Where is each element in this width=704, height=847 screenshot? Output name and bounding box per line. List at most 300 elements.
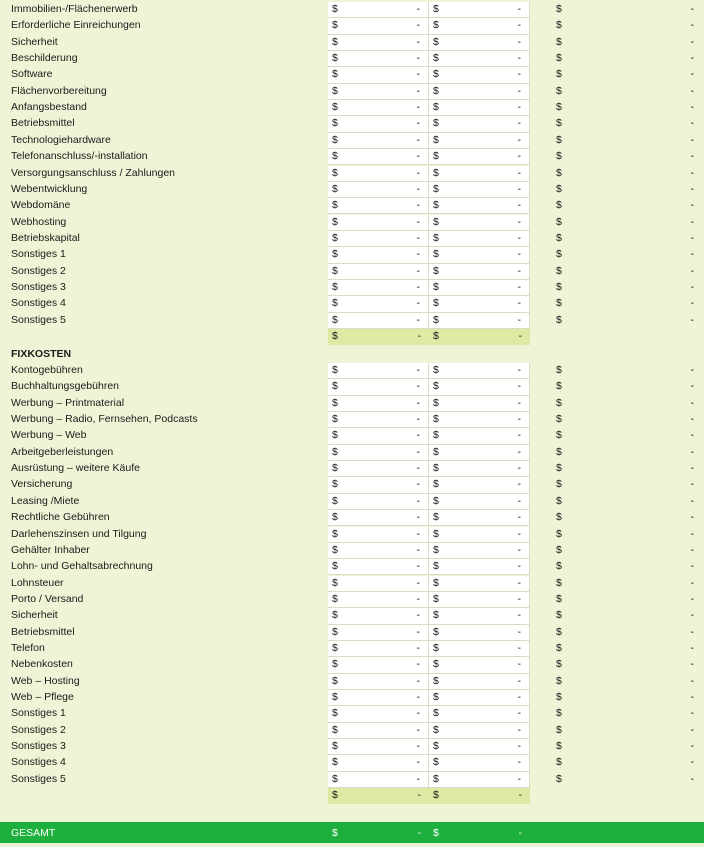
cell-value: - <box>517 674 521 687</box>
currency-symbol: $ <box>433 330 439 342</box>
fixed-row <box>0 477 704 493</box>
startup-cell-col3[interactable] <box>552 100 704 116</box>
startup-cell-col1[interactable] <box>328 264 429 280</box>
cell-value: - <box>416 772 420 785</box>
cell-value: - <box>690 215 694 228</box>
currency-symbol: $ <box>433 264 439 277</box>
startup-cell-col1[interactable] <box>328 296 429 312</box>
currency-symbol: $ <box>556 691 562 703</box>
fixed-cell-col2[interactable] <box>429 363 530 379</box>
startup-cell-col3[interactable] <box>552 116 704 132</box>
fixed-row <box>0 363 704 379</box>
cell-value: - <box>517 576 521 589</box>
fixed-row <box>0 608 704 624</box>
startup-subtotal-col1[interactable] <box>328 329 429 345</box>
cell-value: - <box>517 691 521 703</box>
startup-cell-col3[interactable] <box>552 296 704 312</box>
startup-item-label: Betriebsmittel <box>11 117 75 130</box>
startup-item-label: Webdomäne <box>11 199 71 212</box>
currency-symbol: $ <box>332 445 338 458</box>
fixed-cell-col1[interactable] <box>328 363 429 379</box>
startup-row <box>0 182 704 198</box>
cell-value: - <box>690 396 694 409</box>
startup-cell-col2[interactable] <box>429 166 530 182</box>
cell-value: - <box>416 625 420 638</box>
fixed-cell-col2[interactable] <box>429 543 530 559</box>
fixed-cell-col3[interactable] <box>552 445 704 461</box>
fixed-cell-col2[interactable] <box>429 608 530 624</box>
fixed-cell-col2[interactable] <box>429 461 530 477</box>
currency-symbol: $ <box>332 560 338 573</box>
fixed-item-label: Sonstiges 2 <box>11 723 66 736</box>
currency-symbol: $ <box>556 658 562 671</box>
startup-cell-col1[interactable] <box>328 67 429 83</box>
cell-value: - <box>416 543 420 556</box>
currency-symbol: $ <box>556 52 562 65</box>
currency-symbol: $ <box>556 3 562 15</box>
fixed-cell-col3[interactable] <box>552 379 704 395</box>
startup-row <box>0 313 704 329</box>
startup-cell-col1[interactable] <box>328 35 429 51</box>
fixed-cell-col3[interactable] <box>552 477 704 493</box>
startup-row <box>0 149 704 165</box>
currency-symbol: $ <box>556 215 562 228</box>
startup-cell-col3[interactable] <box>552 264 704 280</box>
startup-cell-col1[interactable] <box>328 116 429 132</box>
startup-cell-col3[interactable] <box>552 35 704 51</box>
fixed-cell-col3[interactable] <box>552 608 704 624</box>
fixed-cell-col2[interactable] <box>429 445 530 461</box>
fixed-cell-col2[interactable] <box>429 657 530 673</box>
currency-symbol: $ <box>433 280 439 293</box>
cell-value: - <box>690 511 694 524</box>
startup-cell-col2[interactable] <box>429 280 530 296</box>
cell-value: - <box>517 215 521 228</box>
fixed-cell-col2[interactable] <box>429 674 530 690</box>
startup-cell-col3[interactable] <box>552 313 704 329</box>
fixed-cell-col1[interactable] <box>328 772 429 788</box>
fixed-item-label: Werbung – Printmaterial <box>11 396 125 409</box>
cell-value: - <box>517 3 521 15</box>
startup-item-label: Anfangsbestand <box>11 101 87 114</box>
fixed-cell-col1[interactable] <box>328 755 429 771</box>
cell-value: - <box>690 592 694 605</box>
startup-cell-col3[interactable] <box>552 231 704 247</box>
startup-cell-col3[interactable] <box>552 280 704 296</box>
fixed-cell-col1[interactable] <box>328 576 429 592</box>
currency-symbol: $ <box>332 789 338 802</box>
cell-value: - <box>417 789 421 802</box>
startup-cell-col2[interactable] <box>429 51 530 67</box>
fixed-cell-col3[interactable] <box>552 559 704 575</box>
cell-value: - <box>690 609 694 622</box>
fixed-cell-col3[interactable] <box>552 510 704 526</box>
cell-value: - <box>416 117 420 130</box>
currency-symbol: $ <box>556 478 562 491</box>
currency-symbol: $ <box>433 413 439 426</box>
fixed-cell-col1[interactable] <box>328 641 429 657</box>
fixed-cell-col3[interactable] <box>552 772 704 788</box>
cell-value: - <box>517 35 521 48</box>
fixed-row <box>0 592 704 608</box>
currency-symbol: $ <box>556 264 562 277</box>
startup-cell-col3[interactable] <box>552 182 704 198</box>
currency-symbol: $ <box>556 592 562 605</box>
cell-value: - <box>517 101 521 114</box>
currency-symbol: $ <box>332 84 338 97</box>
currency-symbol: $ <box>556 396 562 409</box>
startup-cell-col1[interactable] <box>328 2 429 18</box>
cell-value: - <box>690 723 694 736</box>
fixed-cell-col2[interactable] <box>429 428 530 444</box>
cell-value: - <box>690 3 694 15</box>
currency-symbol: $ <box>332 150 338 163</box>
startup-cell-col1[interactable] <box>328 280 429 296</box>
total-label: GESAMT <box>11 827 56 839</box>
cell-value: - <box>416 150 420 163</box>
fixed-subtotal-col1[interactable] <box>328 788 429 804</box>
fixed-item-label: Sonstiges 5 <box>11 772 66 785</box>
currency-symbol: $ <box>332 674 338 687</box>
startup-cell-col1[interactable] <box>328 313 429 329</box>
currency-symbol: $ <box>433 380 439 393</box>
fixed-cell-col3[interactable] <box>552 428 704 444</box>
fixed-cell-col1[interactable] <box>328 396 429 412</box>
fixed-item-label: Sonstiges 4 <box>11 756 66 769</box>
currency-symbol: $ <box>556 445 562 458</box>
cell-value: - <box>416 52 420 65</box>
fixed-row <box>0 625 704 641</box>
startup-cell-col2[interactable] <box>429 84 530 100</box>
fixed-cell-col3[interactable] <box>552 527 704 543</box>
startup-cell-col2[interactable] <box>429 2 530 18</box>
currency-symbol: $ <box>332 52 338 65</box>
currency-symbol: $ <box>332 280 338 293</box>
startup-item-label: Versorgungsanschluss / Zahlungen <box>11 166 176 179</box>
currency-symbol: $ <box>556 248 562 261</box>
startup-cell-col3[interactable] <box>552 198 704 214</box>
currency-symbol: $ <box>433 101 439 114</box>
cell-value: - <box>517 494 521 507</box>
startup-subtotal-row <box>0 329 704 345</box>
fixed-cell-col2[interactable] <box>429 739 530 755</box>
fixed-cell-col1[interactable] <box>328 494 429 510</box>
currency-symbol: $ <box>433 199 439 212</box>
fixed-cell-col1[interactable] <box>328 608 429 624</box>
fixed-cell-col3[interactable] <box>552 412 704 428</box>
currency-symbol: $ <box>556 280 562 293</box>
currency-symbol: $ <box>433 674 439 687</box>
currency-symbol: $ <box>556 707 562 720</box>
currency-symbol: $ <box>556 511 562 524</box>
fixed-cell-col3[interactable] <box>552 461 704 477</box>
currency-symbol: $ <box>332 215 338 228</box>
total-row <box>0 822 704 843</box>
startup-cell-col2[interactable] <box>429 264 530 280</box>
cell-value: - <box>690 150 694 163</box>
startup-row <box>0 67 704 83</box>
startup-row <box>0 116 704 132</box>
cell-value: - <box>690 707 694 720</box>
startup-cell-col1[interactable] <box>328 18 429 34</box>
startup-cell-col3[interactable] <box>552 133 704 149</box>
cell-value: - <box>690 133 694 146</box>
fixed-cell-col2[interactable] <box>429 772 530 788</box>
startup-cell-col3[interactable] <box>552 2 704 18</box>
fixed-cell-col1[interactable] <box>328 445 429 461</box>
cell-value: - <box>517 117 521 130</box>
fixed-cell-col3[interactable] <box>552 706 704 722</box>
currency-symbol: $ <box>332 264 338 277</box>
fixed-cell-col1[interactable] <box>328 706 429 722</box>
fixed-cell-col3[interactable] <box>552 739 704 755</box>
cell-value: - <box>416 264 420 277</box>
fixed-cell-col2[interactable] <box>429 559 530 575</box>
startup-cell-col3[interactable] <box>552 67 704 83</box>
currency-symbol: $ <box>556 674 562 687</box>
startup-cell-col2[interactable] <box>429 67 530 83</box>
startup-cell-col2[interactable] <box>429 182 530 198</box>
cell-value: - <box>690 560 694 573</box>
fixed-cell-col3[interactable] <box>552 592 704 608</box>
fixed-cell-col1[interactable] <box>328 625 429 641</box>
currency-symbol: $ <box>433 3 439 15</box>
currency-symbol: $ <box>556 560 562 573</box>
fixed-cell-col3[interactable] <box>552 576 704 592</box>
cell-value: - <box>517 560 521 573</box>
fixed-cell-col1[interactable] <box>328 428 429 444</box>
fixed-cell-col2[interactable] <box>429 690 530 706</box>
fixed-cell-col1[interactable] <box>328 412 429 428</box>
cell-value: - <box>416 182 420 195</box>
cell-value: - <box>416 641 420 654</box>
fixed-item-label: Werbung – Radio, Fernsehen, Podcasts <box>11 413 198 426</box>
currency-symbol: $ <box>556 68 562 81</box>
fixed-cell-col3[interactable] <box>552 494 704 510</box>
cell-value: - <box>517 609 521 622</box>
cell-value: - <box>517 313 521 326</box>
startup-row <box>0 166 704 182</box>
startup-cell-col3[interactable] <box>552 166 704 182</box>
cell-value: - <box>416 396 420 409</box>
cell-value: - <box>416 3 420 15</box>
currency-symbol: $ <box>332 740 338 753</box>
startup-cell-col1[interactable] <box>328 51 429 67</box>
fixed-cell-col2[interactable] <box>429 494 530 510</box>
fixed-row <box>0 657 704 673</box>
startup-cell-col1[interactable] <box>328 166 429 182</box>
cell-value: - <box>517 413 521 426</box>
currency-symbol: $ <box>332 413 338 426</box>
fixed-item-label: Buchhaltungsgebühren <box>11 380 120 393</box>
fixed-item-label: Sonstiges 3 <box>11 740 66 753</box>
startup-cell-col3[interactable] <box>552 84 704 100</box>
fixed-cell-col2[interactable] <box>429 755 530 771</box>
fixed-cell-col2[interactable] <box>429 592 530 608</box>
currency-symbol: $ <box>433 691 439 703</box>
currency-symbol: $ <box>332 35 338 48</box>
startup-item-label: Webhosting <box>11 215 67 228</box>
cell-value: - <box>517 166 521 179</box>
startup-cell-col3[interactable] <box>552 215 704 231</box>
fixed-cell-col1[interactable] <box>328 510 429 526</box>
fixed-cell-col3[interactable] <box>552 396 704 412</box>
currency-symbol: $ <box>433 445 439 458</box>
fixed-cell-col1[interactable] <box>328 477 429 493</box>
fixed-row <box>0 412 704 428</box>
fixed-cell-col2[interactable] <box>429 412 530 428</box>
currency-symbol: $ <box>332 429 338 442</box>
cell-value: - <box>416 101 420 114</box>
startup-cell-col3[interactable] <box>552 18 704 34</box>
cell-value: - <box>690 641 694 654</box>
cell-value: - <box>416 429 420 442</box>
fixed-item-label: Telefon <box>11 641 45 654</box>
startup-cell-col2[interactable] <box>429 296 530 312</box>
fixed-item-label: Lohnsteuer <box>11 576 64 589</box>
fixed-cell-col1[interactable] <box>328 543 429 559</box>
fixed-cell-col2[interactable] <box>429 706 530 722</box>
cell-value: - <box>517 723 521 736</box>
startup-cell-col2[interactable] <box>429 100 530 116</box>
startup-cell-col2[interactable] <box>429 18 530 34</box>
startup-row <box>0 296 704 312</box>
fixed-cell-col2[interactable] <box>429 527 530 543</box>
currency-symbol: $ <box>556 297 562 310</box>
fixed-cell-col1[interactable] <box>328 461 429 477</box>
fixed-cell-col3[interactable] <box>552 641 704 657</box>
startup-row <box>0 198 704 214</box>
cell-value: - <box>517 150 521 163</box>
currency-symbol: $ <box>332 182 338 195</box>
fixed-cell-col1[interactable] <box>328 527 429 543</box>
fixed-item-label: Web – Hosting <box>11 674 80 687</box>
cell-value: - <box>416 166 420 179</box>
startup-cell-col1[interactable] <box>328 133 429 149</box>
fixed-cell-col2[interactable] <box>429 510 530 526</box>
startup-cell-col1[interactable] <box>328 84 429 100</box>
cell-value: - <box>690 68 694 81</box>
currency-symbol: $ <box>556 772 562 785</box>
fixed-cell-col3[interactable] <box>552 625 704 641</box>
startup-cell-col1[interactable] <box>328 215 429 231</box>
cell-value: - <box>416 445 420 458</box>
cell-value: - <box>416 364 420 376</box>
startup-cell-col3[interactable] <box>552 149 704 165</box>
fixed-cell-col2[interactable] <box>429 576 530 592</box>
startup-cell-col2[interactable] <box>429 149 530 165</box>
startup-cell-col2[interactable] <box>429 215 530 231</box>
startup-cell-col2[interactable] <box>429 313 530 329</box>
cell-value: - <box>517 429 521 442</box>
fixed-item-label: Porto / Versand <box>11 592 84 605</box>
startup-cell-col3[interactable] <box>552 247 704 263</box>
fixed-cell-col2[interactable] <box>429 723 530 739</box>
currency-symbol: $ <box>332 756 338 769</box>
fixed-cell-col2[interactable] <box>429 477 530 493</box>
fixed-row <box>0 674 704 690</box>
cell-value: - <box>416 609 420 622</box>
currency-symbol: $ <box>332 494 338 507</box>
startup-cell-col2[interactable] <box>429 247 530 263</box>
fixed-cell-col1[interactable] <box>328 739 429 755</box>
fixed-cell-col1[interactable] <box>328 592 429 608</box>
startup-cell-col1[interactable] <box>328 149 429 165</box>
currency-symbol: $ <box>332 625 338 638</box>
fixed-cell-col1[interactable] <box>328 559 429 575</box>
startup-cell-col2[interactable] <box>429 198 530 214</box>
currency-symbol: $ <box>332 364 338 376</box>
startup-row <box>0 280 704 296</box>
startup-row <box>0 231 704 247</box>
currency-symbol: $ <box>556 609 562 622</box>
cell-value: - <box>416 380 420 393</box>
fixed-cell-col3[interactable] <box>552 690 704 706</box>
fixed-cell-col2[interactable] <box>429 396 530 412</box>
fixed-cell-col3[interactable] <box>552 755 704 771</box>
currency-symbol: $ <box>433 182 439 195</box>
fixed-cell-col2[interactable] <box>429 379 530 395</box>
currency-symbol: $ <box>433 52 439 65</box>
total-cell-2[interactable] <box>429 827 530 841</box>
fixed-cell-col3[interactable] <box>552 543 704 559</box>
startup-cell-col2[interactable] <box>429 231 530 247</box>
startup-subtotal-col2[interactable] <box>429 329 530 345</box>
currency-symbol: $ <box>433 723 439 736</box>
currency-symbol: $ <box>556 723 562 736</box>
startup-row <box>0 35 704 51</box>
currency-symbol: $ <box>433 462 439 475</box>
cell-value: - <box>690 494 694 507</box>
startup-cell-col1[interactable] <box>328 182 429 198</box>
cell-value: - <box>690 756 694 769</box>
currency-symbol: $ <box>433 527 439 540</box>
currency-symbol: $ <box>332 772 338 785</box>
currency-symbol: $ <box>433 166 439 179</box>
currency-symbol: $ <box>332 723 338 736</box>
fixed-cell-col3[interactable] <box>552 674 704 690</box>
fixed-cell-col1[interactable] <box>328 379 429 395</box>
startup-cell-col2[interactable] <box>429 133 530 149</box>
cell-value: - <box>690 280 694 293</box>
fixed-cell-col1[interactable] <box>328 690 429 706</box>
fixed-subtotal-col2[interactable] <box>429 788 530 804</box>
startup-cell-col1[interactable] <box>328 231 429 247</box>
startup-cell-col1[interactable] <box>328 247 429 263</box>
startup-cell-col1[interactable] <box>328 198 429 214</box>
startup-cell-col1[interactable] <box>328 100 429 116</box>
fixed-cell-col3[interactable] <box>552 657 704 673</box>
startup-cell-col2[interactable] <box>429 116 530 132</box>
startup-item-label: Telefonanschluss/-installation <box>11 150 148 163</box>
fixed-cell-col1[interactable] <box>328 657 429 673</box>
startup-item-label: Sonstiges 3 <box>11 280 66 293</box>
fixed-cell-col1[interactable] <box>328 674 429 690</box>
cell-value: - <box>417 330 421 342</box>
fixed-cell-col2[interactable] <box>429 625 530 641</box>
total-cell-1[interactable] <box>328 827 429 841</box>
fixed-cell-col1[interactable] <box>328 723 429 739</box>
cell-value: - <box>517 248 521 261</box>
fixed-cell-col2[interactable] <box>429 641 530 657</box>
cell-value: - <box>690 166 694 179</box>
startup-item-label: Webentwicklung <box>11 182 88 195</box>
fixed-cell-col3[interactable] <box>552 723 704 739</box>
startup-cell-col3[interactable] <box>552 51 704 67</box>
startup-cell-col2[interactable] <box>429 35 530 51</box>
fixed-cell-col3[interactable] <box>552 363 704 379</box>
currency-symbol: $ <box>433 756 439 769</box>
